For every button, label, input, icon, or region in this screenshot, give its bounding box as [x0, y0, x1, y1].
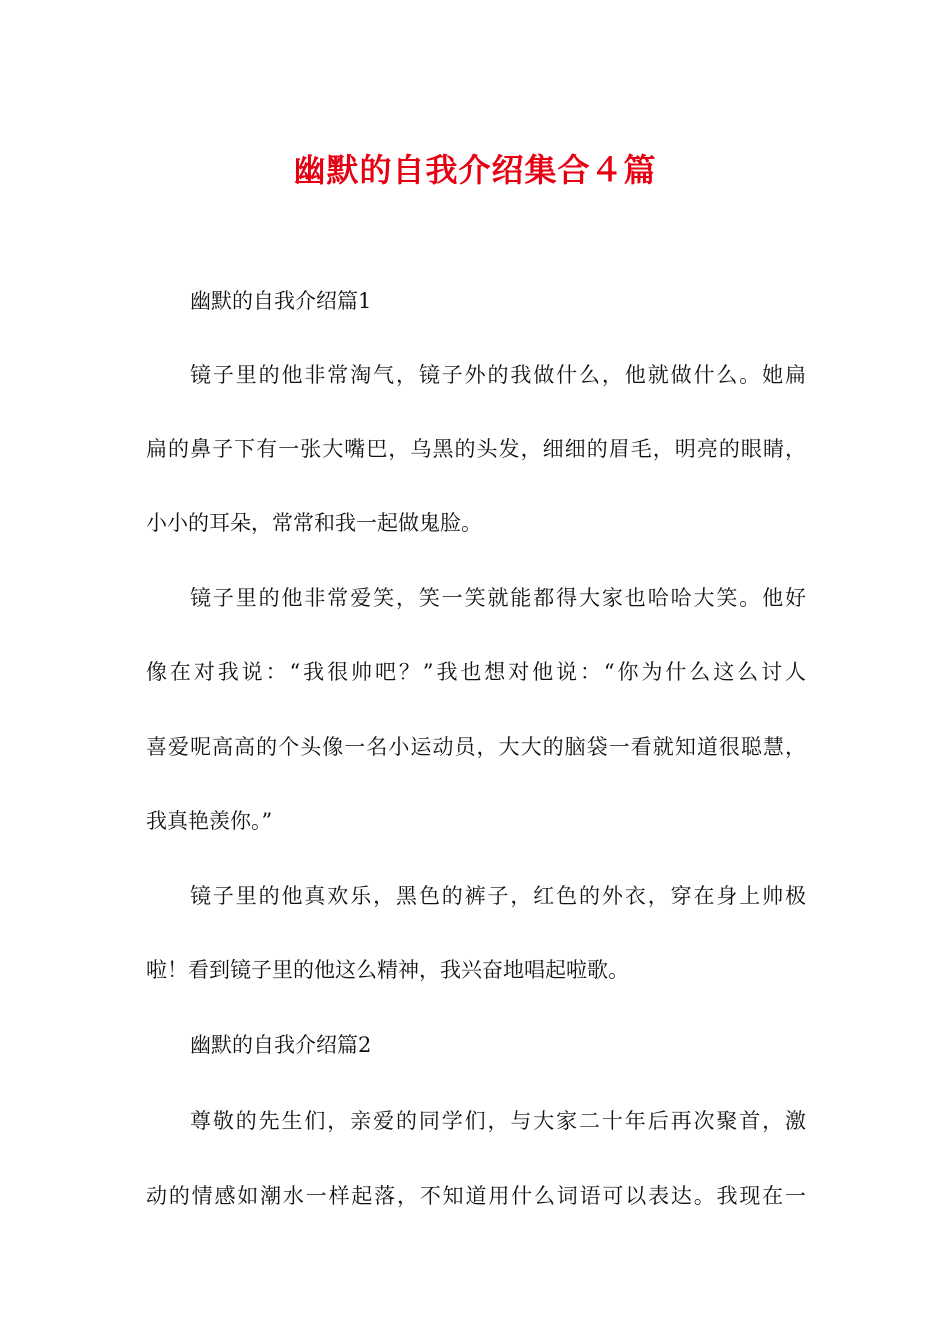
paragraph-line: 扁的鼻子下有一张大嘴巴，乌黑的头发，细细的眉毛，明亮的眼睛，: [146, 437, 806, 461]
paragraph-line: 像在对我说：“我很帅吧？”我也想对他说：“你为什么这么讨人: [146, 660, 806, 684]
paragraph-line: 镜子里的他真欢乐，黑色的裤子，红色的外衣，穿在身上帅极: [190, 884, 806, 908]
paragraph-line: 尊敬的先生们，亲爱的同学们，与大家二十年后再次聚首，激: [190, 1109, 806, 1133]
section-heading-2: 幽默的自我介绍篇2: [190, 1033, 372, 1057]
document-title: 幽默的自我介绍集合４篇: [293, 151, 657, 189]
section-heading-1: 幽默的自我介绍篇1: [190, 289, 372, 313]
paragraph-line: 啦！看到镜子里的他这么精神，我兴奋地唱起啦歌。: [146, 958, 629, 982]
paragraph-line: 喜爱呢高高的个头像一名小运动员，大大的脑袋一看就知道很聪慧，: [146, 735, 806, 759]
paragraph-line: 动的情感如潮水一样起落，不知道用什么词语可以表达。我现在一: [146, 1184, 806, 1208]
paragraph-line: 小小的耳朵，常常和我一起做鬼脸。: [146, 511, 482, 535]
paragraph-line: 镜子里的他非常爱笑，笑一笑就能都得大家也哈哈大笑。他好: [190, 586, 806, 610]
paragraph-line: 镜子里的他非常淘气，镜子外的我做什么，他就做什么。她扁: [190, 363, 806, 387]
paragraph-line: 我真艳羡你。”: [146, 809, 273, 833]
